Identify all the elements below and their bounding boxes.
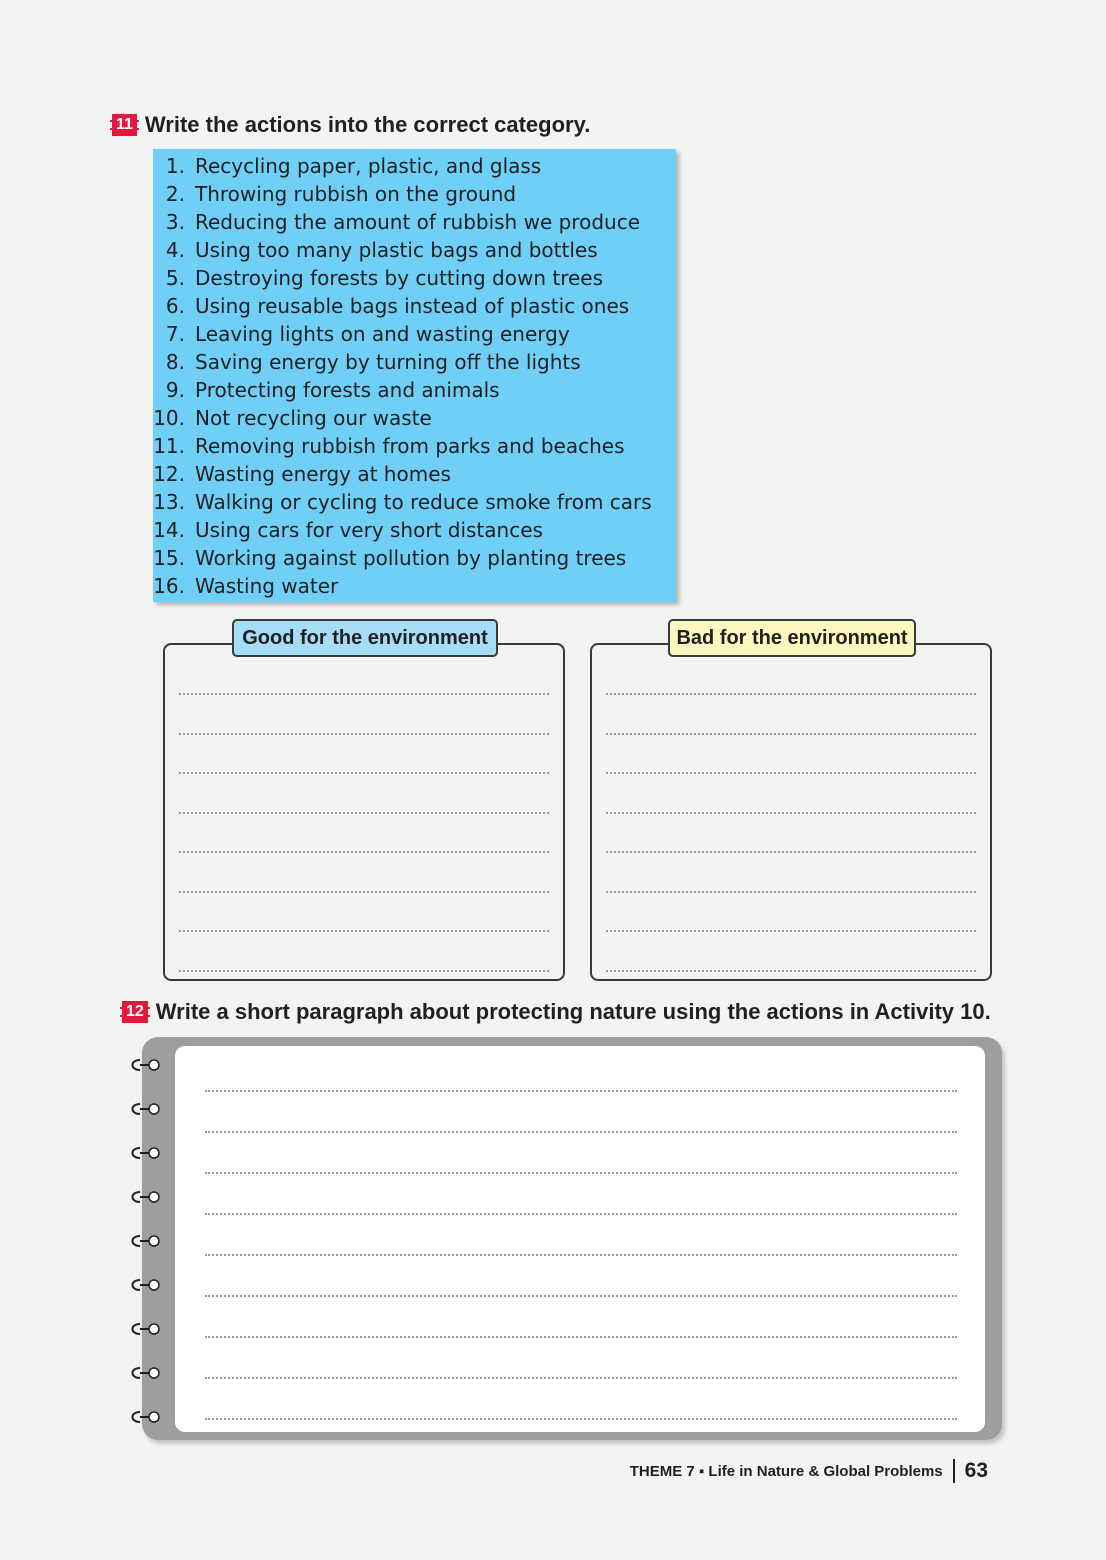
action-number: 10. bbox=[153, 406, 185, 430]
action-text: Wasting water bbox=[195, 574, 339, 598]
action-item bbox=[153, 152, 676, 180]
action-item bbox=[153, 516, 676, 544]
writing-line[interactable] bbox=[606, 733, 976, 735]
writing-line[interactable] bbox=[179, 930, 549, 932]
action-number: 12. bbox=[153, 462, 185, 486]
notebook-writing-area bbox=[142, 1037, 1002, 1440]
action-item bbox=[153, 460, 676, 488]
action-item bbox=[153, 544, 676, 572]
action-item bbox=[153, 180, 676, 208]
action-text: Not recycling our waste bbox=[195, 406, 432, 430]
writing-line[interactable] bbox=[606, 772, 976, 774]
writing-line[interactable] bbox=[606, 891, 976, 893]
action-text: Working against pollution by planting trees bbox=[195, 546, 627, 570]
action-text: Reducing the amount of rubbish we produce bbox=[195, 210, 640, 234]
activity-11-heading bbox=[110, 112, 590, 138]
spiral-ring-icon bbox=[128, 1146, 162, 1160]
action-number: 5. bbox=[165, 266, 185, 290]
action-number: 3. bbox=[165, 210, 185, 234]
writing-line[interactable] bbox=[179, 772, 549, 774]
writing-line[interactable] bbox=[179, 970, 549, 972]
action-text: Protecting forests and animals bbox=[195, 378, 500, 402]
action-text: Saving energy by turning off the lights bbox=[195, 350, 581, 374]
spiral-ring-icon bbox=[128, 1102, 162, 1116]
action-number: 9. bbox=[165, 378, 185, 402]
activity-instruction: Write the actions into the correct category. bbox=[144, 112, 591, 137]
action-number: 2. bbox=[165, 182, 185, 206]
action-number: 15. bbox=[153, 546, 185, 570]
writing-line[interactable] bbox=[179, 891, 549, 893]
action-item bbox=[153, 292, 676, 320]
good-category-box[interactable] bbox=[163, 626, 565, 981]
actions-list bbox=[153, 149, 676, 602]
notebook-paper[interactable] bbox=[175, 1046, 985, 1432]
spiral-ring-icon bbox=[128, 1190, 162, 1204]
writing-line[interactable] bbox=[606, 930, 976, 932]
action-text: Walking or cycling to reduce smoke from cars bbox=[195, 490, 652, 514]
spiral-ring-icon bbox=[128, 1322, 162, 1336]
action-number: 1. bbox=[165, 154, 185, 178]
action-item bbox=[153, 348, 676, 376]
action-text: Leaving lights on and wasting energy bbox=[195, 322, 570, 346]
writing-line[interactable] bbox=[205, 1131, 957, 1133]
writing-line[interactable] bbox=[179, 733, 549, 735]
action-text: Using reusable bags instead of plastic ones bbox=[195, 294, 630, 318]
action-number: 7. bbox=[165, 322, 185, 346]
writing-line[interactable] bbox=[205, 1172, 957, 1174]
bad-category-label: Bad for the environment bbox=[668, 619, 916, 657]
page-footer bbox=[630, 1459, 988, 1483]
bad-category-box[interactable] bbox=[590, 626, 992, 981]
action-number: 4. bbox=[165, 238, 185, 262]
activity-number-badge: 12 bbox=[120, 1001, 150, 1023]
writing-line[interactable] bbox=[205, 1418, 957, 1420]
action-number: 8. bbox=[165, 350, 185, 374]
writing-line[interactable] bbox=[179, 851, 549, 853]
action-text: Wasting energy at homes bbox=[195, 462, 451, 486]
activity-number-badge: 11 bbox=[110, 114, 139, 136]
action-number: 13. bbox=[153, 490, 185, 514]
activity-12-heading bbox=[120, 999, 991, 1025]
activity-instruction: Write a short paragraph about protecting nature using the actions in Activity 10. bbox=[155, 999, 991, 1024]
action-item bbox=[153, 376, 676, 404]
writing-line[interactable] bbox=[205, 1336, 957, 1338]
writing-line[interactable] bbox=[606, 812, 976, 814]
writing-line[interactable] bbox=[606, 851, 976, 853]
action-text: Throwing rubbish on the ground bbox=[195, 182, 517, 206]
action-number: 11. bbox=[153, 434, 185, 458]
theme-title: THEME 7 ▪ Life in Nature & Global Problems bbox=[629, 1462, 943, 1480]
action-item bbox=[153, 264, 676, 292]
action-item bbox=[153, 236, 676, 264]
action-text: Using too many plastic bags and bottles bbox=[195, 238, 598, 262]
footer-divider bbox=[953, 1459, 955, 1483]
action-number: 6. bbox=[165, 294, 185, 318]
action-item bbox=[153, 572, 676, 600]
spiral-ring-icon bbox=[128, 1234, 162, 1248]
spiral-ring-icon bbox=[128, 1058, 162, 1072]
action-item bbox=[153, 488, 676, 516]
writing-line[interactable] bbox=[179, 693, 549, 695]
page-number: 63 bbox=[964, 1459, 988, 1482]
action-text: Recycling paper, plastic, and glass bbox=[195, 154, 542, 178]
writing-line[interactable] bbox=[606, 970, 976, 972]
writing-line[interactable] bbox=[205, 1213, 957, 1215]
writing-line[interactable] bbox=[205, 1090, 957, 1092]
spiral-ring-icon bbox=[128, 1366, 162, 1380]
action-item bbox=[153, 320, 676, 348]
action-number: 14. bbox=[153, 518, 185, 542]
writing-line[interactable] bbox=[205, 1295, 957, 1297]
writing-line[interactable] bbox=[205, 1254, 957, 1256]
writing-line[interactable] bbox=[606, 693, 976, 695]
action-item bbox=[153, 404, 676, 432]
action-number: 16. bbox=[153, 574, 185, 598]
writing-line[interactable] bbox=[205, 1377, 957, 1379]
good-category-label: Good for the environment bbox=[232, 619, 498, 657]
action-text: Removing rubbish from parks and beaches bbox=[195, 434, 625, 458]
spiral-ring-icon bbox=[128, 1278, 162, 1292]
spiral-ring-icon bbox=[128, 1410, 162, 1424]
action-text: Using cars for very short distances bbox=[195, 518, 543, 542]
writing-line[interactable] bbox=[179, 812, 549, 814]
action-item bbox=[153, 432, 676, 460]
action-item bbox=[153, 208, 676, 236]
action-text: Destroying forests by cutting down trees bbox=[195, 266, 604, 290]
